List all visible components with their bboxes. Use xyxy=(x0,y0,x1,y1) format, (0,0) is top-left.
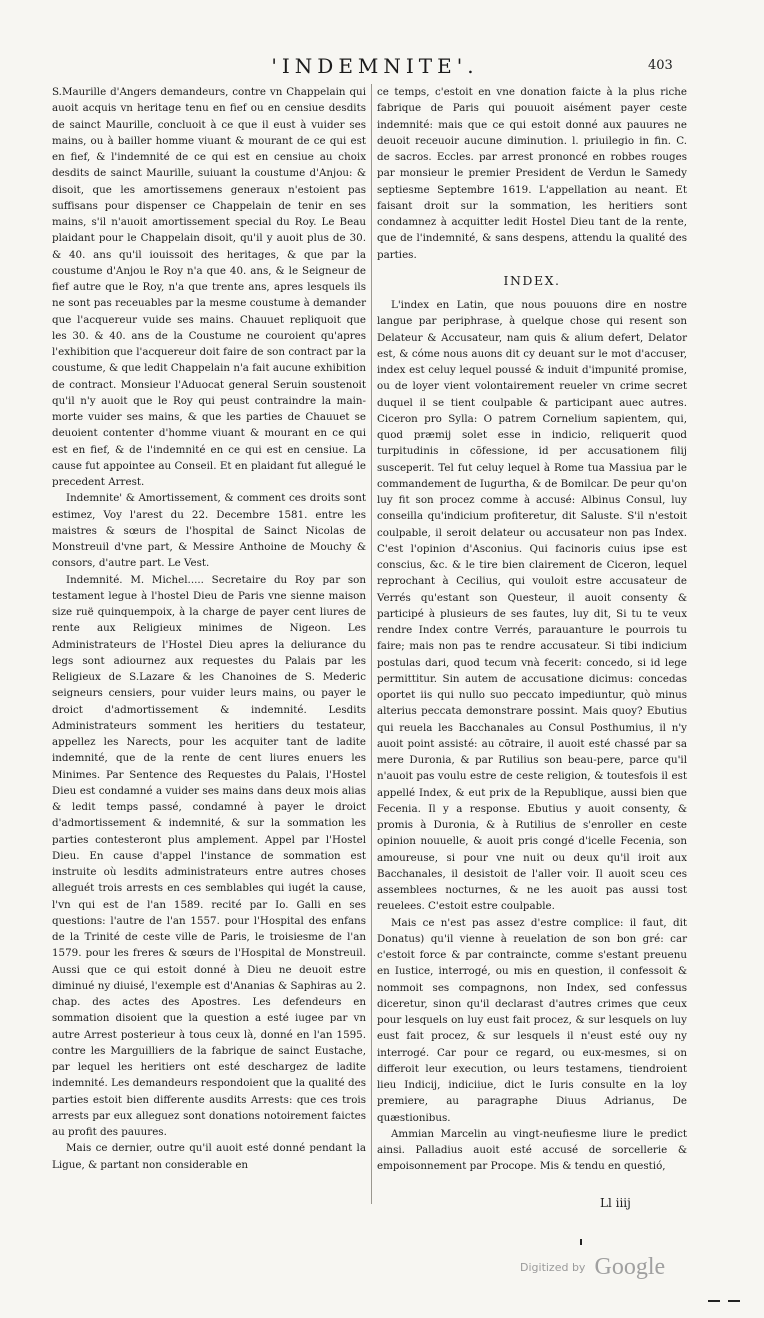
left-paragraph-1: S.Maurille d'Angers demandeurs, contre vn Chappelain qui auoit acquis vn heritage tenu en fief ou en censiue desdits de sainct Maurille, concluoit à ce que il eust à vuider ses mains, ou à bailler homme viuant & mourant de ce qui est en fief, & l'indemnité de ce qui est en censiue au choix desdits de sainct Maurille, suiuant la coustume d'Anjou: & disoit, que les amortissemens generaux n'estoient pas suffisans pour dispenser ce Chappelain de tenir en ses mains, s'il n'auoit amortissement special du Roy. Le Beau plaidant pour le Chappelain disoit, qu'il y auoit plus de 30. & 40. ans qu'il iouissoit des heritages, & que par la coustume d'Anjou le Roy n'a que 40. ans, & le Seigneur de fief autre que le Roy, n'a que trente ans, apres lesquels ils ne sont pas receuables par la mesme coustume à demander que l'acquereur vuide ses mains. Chauuet repliquoit que les 30. & 40. ans de la Coustume ne couroient qu'apres l'exhibition que l'acquereur doit faire de son contract par la coustume, & que ledit Chappelain n'a fait aucune exhibition de contract. Monsieur l'Aduocat general Seruin soustenoit qu'il n'y auoit que le Roy qui peust contraindre la main-morte vuider ses mains, & que les parties de Chauuet se deuoient contenter d'homme viuant & mourant en ce qui est en fief, & de l'indemnité en ce qui est en censiue. La cause fut appointee au Conseil. Et en plaidant fut allegué le precedent Arrest. xyxy=(52,86,366,488)
column-divider xyxy=(371,84,372,1204)
ink-speck xyxy=(580,1239,582,1245)
ink-speck xyxy=(728,1300,740,1302)
section-heading-index: INDEX. xyxy=(503,272,561,288)
watermark-brand-logo: Google xyxy=(594,1254,666,1280)
right-paragraph-4: Ammian Marcelin au vingt-neufiesme liure le predict ainsi. Palladius auoit esté accusé de sorcellerie & empoisonnement par Procope. Mis & tendu en questió, xyxy=(377,1127,687,1173)
right-column xyxy=(377,84,687,1175)
watermark-prefix: Digitized by xyxy=(520,1261,586,1274)
left-paragraph-4: Mais ce dernier, outre qu'il auoit esté donné pendant la Ligue, & partant non considerable en xyxy=(52,1142,366,1171)
signature-mark: Ll iiij xyxy=(600,1196,631,1210)
ink-speck xyxy=(708,1300,720,1302)
running-title: 'INDEMNITE'. xyxy=(271,54,479,78)
left-column xyxy=(52,84,366,1173)
right-paragraph-1: ce temps, c'estoit en vne donation faicte à la plus riche fabrique de Paris qui pouuoit aisément payer ceste indemnité: mais que ce qui estoit donné aux pauures ne deuoit receuoir aucune diminution. l. priuilegio in fin. C. de sacros. Eccles. par arrest prononcé en robbes rouges par monsieur le premier President de Verdun le Samedy septiesme Septembre 1619. L'appellation au neant. Et faisant droit sur la sommation, les heritiers sont condamnez à acquitter ledit Hostel Dieu tant de la rente, que de l'indemnité, & sans despens, attendu la qualité des parties. xyxy=(377,86,687,261)
right-paragraph-2: L'index en Latin, que nous pouuons dire en nostre langue par periphrase, à quelque chose qui resent son Delateur & Accusateur, nam quis & alium defert, Delator est, & cóme nous auons dit cy deuant sur le mot d'accuser, index est celuy lequel poussé & induit d'impunité promise, ou de loyer vient volontairement reueler vn crime secret duquel il se tient coulpable & participant auec autres. Ciceron pro Sylla: O patrem Cornelium sapientem, qui, quod præmij solet esse in indicio, reliquerit quod turpitudinis in cõfessione, id per accusationem filij susceperit. Tel fut celuy lequel à Rome tua Massiua par le commandement de Iugurtha, & de Bomilcar. De peur qu'on luy fit son procez comme à accusé: Albinus Consul, luy conseilla qu'indicium profiteretur, dit Saluste. S'il n'estoit coulpable, il seroit delateur ou accusateur non pas Index. C'est l'opinion d'Asconius. Qui facinoris cuius ipse est conscius, &c. & le tire bien clairement de Ciceron, lequel reprochant à Cecilius, qui vouloit estre accusateur de Verrés qu'estant son Questeur, il auoit consenty & participé à plusieurs de ses fautes, luy dit, Si tu te veux rendre Index contre Verrés, parauanture le pourrois tu faire; mais non pas te rendre accusateur. Si tibi indicium postulas dari, quod tecum vnà fecerit: concedo, si id lege permittitur. Sin autem de accusatione dicimus: concedas oportet iis qui nullo suo peccato impediuntur, quò minus alterius peccata demonstrare possint. Mais quoy? Ebutius qui reuela les Bacchanales au Consul Posthumius, il n'y auoit point assisté: au cõtraire, il auoit esté chassé par sa mere Duronia, & par Rutilius son beau-pere, parce qu'il n'auoit pas voulu estre de ceste religion, & toutesfois il est appellé Index, & eut prix de la Republique, aussi bien que Fecenia. Il y a response. Ebutius y auoit consenty, & promis à Duronia, & à Rutilius de s'enroller en ceste opinion nouuelle, & auoit pris congé d'icelle Fecenia, son amoureuse, si pour vne nuit ou deux qu'il iroit aux Bacchanales, il desistoit de l'aller voir. Il auoit sceu ces assemblees nocturnes, & ne les auoit pas aussi tost reuelees. C'estoit estre coulpable. xyxy=(377,299,687,913)
running-header xyxy=(0,54,764,78)
right-paragraph-3: Mais ce n'est pas assez d'estre complice: il faut, dit Donatus) qu'il vienne à reuelation de son bon gré: car c'estoit force & par contraincte, comme s'estant preuenu en Iustice, interrogé, ou mis en question, il confessoit & nommoit ses compagnons, non Index, sed confessus diceretur, sinon qu'il declarast d'autres crimes que ceux pour lesquels on luy eust fait procez, & sur lesquels on luy eust fait procez, & sur lesquels il n'eust esté ouy ny interrogé. Car pour ce regard, ou eux-mesmes, si on differoit leur execution, ou leurs testamens, tiendroient lieu Indicij, indiciiue, dict le Iuris consulte en la loy premiere, au paragraphe Diuus Adrianus, De quæstionibus. xyxy=(377,916,687,1124)
digitization-watermark xyxy=(520,1254,665,1281)
left-paragraph-3: Indemnité. M. Michel..... Secretaire du Roy par son testament legue à l'hostel Dieu de Paris vne sienne maison size ruë quinquempoix, à la charge de payer cent liures de rente aux Religieux minimes de Nigeon. Les Administrateurs de l'Hostel Dieu apres la deliurance du legs sont adiournez aux requestes du Palais par les Religieux de S.Lazare & les Chanoines de S. Mederic seigneurs censiers, pour vuider leurs mains, ou payer le droict d'admortissement & indemnité. Lesdits Administrateurs somment les heritiers du testateur, appellez les Narects, pour les acquiter tant de ladite indemnité, que de la rente de cent liures enuers les Minimes. Par Sentence des Requestes du Palais, l'Hostel Dieu est condamné a vuider ses mains dans deux mois alias & ledit temps passé, condamné à payer le droict d'admortissement & indemnité, & sur la sommation les parties contesteront plus amplement. Appel par l'Hostel Dieu. En cause d'appel l'instance de sommation est instruite où lesdits administrateurs entre autres choses alleguét trois arrests en ces semblables qui iugét la cause, l'vn qui est de l'an 1589. recité par Io. Galli en ses questions: l'autre de l'an 1557. pour l'Hospital des enfans de la Trinité de ceste ville de Paris, le troisiesme de l'an 1579. pour les freres & sœurs de l'Hospital de Monstreuil. Aussi que ce qui estoit donné à Dieu ne deuoit estre diminué ny diuisé, l'exemple est d'Ananias & Saphiras au 2. chap. des actes des Apostres. Les defendeurs en sommation disoient que la question a esté iugee par vn autre Arrest posterieur à tous ceux là, donné en l'an 1595. contre les Marguilliers de la fabrique de sainct Eustache, par lequel les heritiers ont esté deschargez de ladite indemnité. Les demandeurs respondoient que la qualité des parties estoit bien differente ausdits Arrests: que ces trois arrests par eux alleguez sont donations notoirement faictes au profit des pauures. xyxy=(52,573,366,1138)
left-paragraph-2: Indemnite' & Amortissement, & comment ces droits sont estimez, Voy l'arest du 22. Decembre 1581. entre les maistres & sœurs de l'hospital de Sainct Nicolas de Monstreuil d'vne part, & Messire Anthoine de Mouchy & consors, d'autre part. Le Vest. xyxy=(52,492,366,570)
page-number: 403 xyxy=(648,58,673,73)
